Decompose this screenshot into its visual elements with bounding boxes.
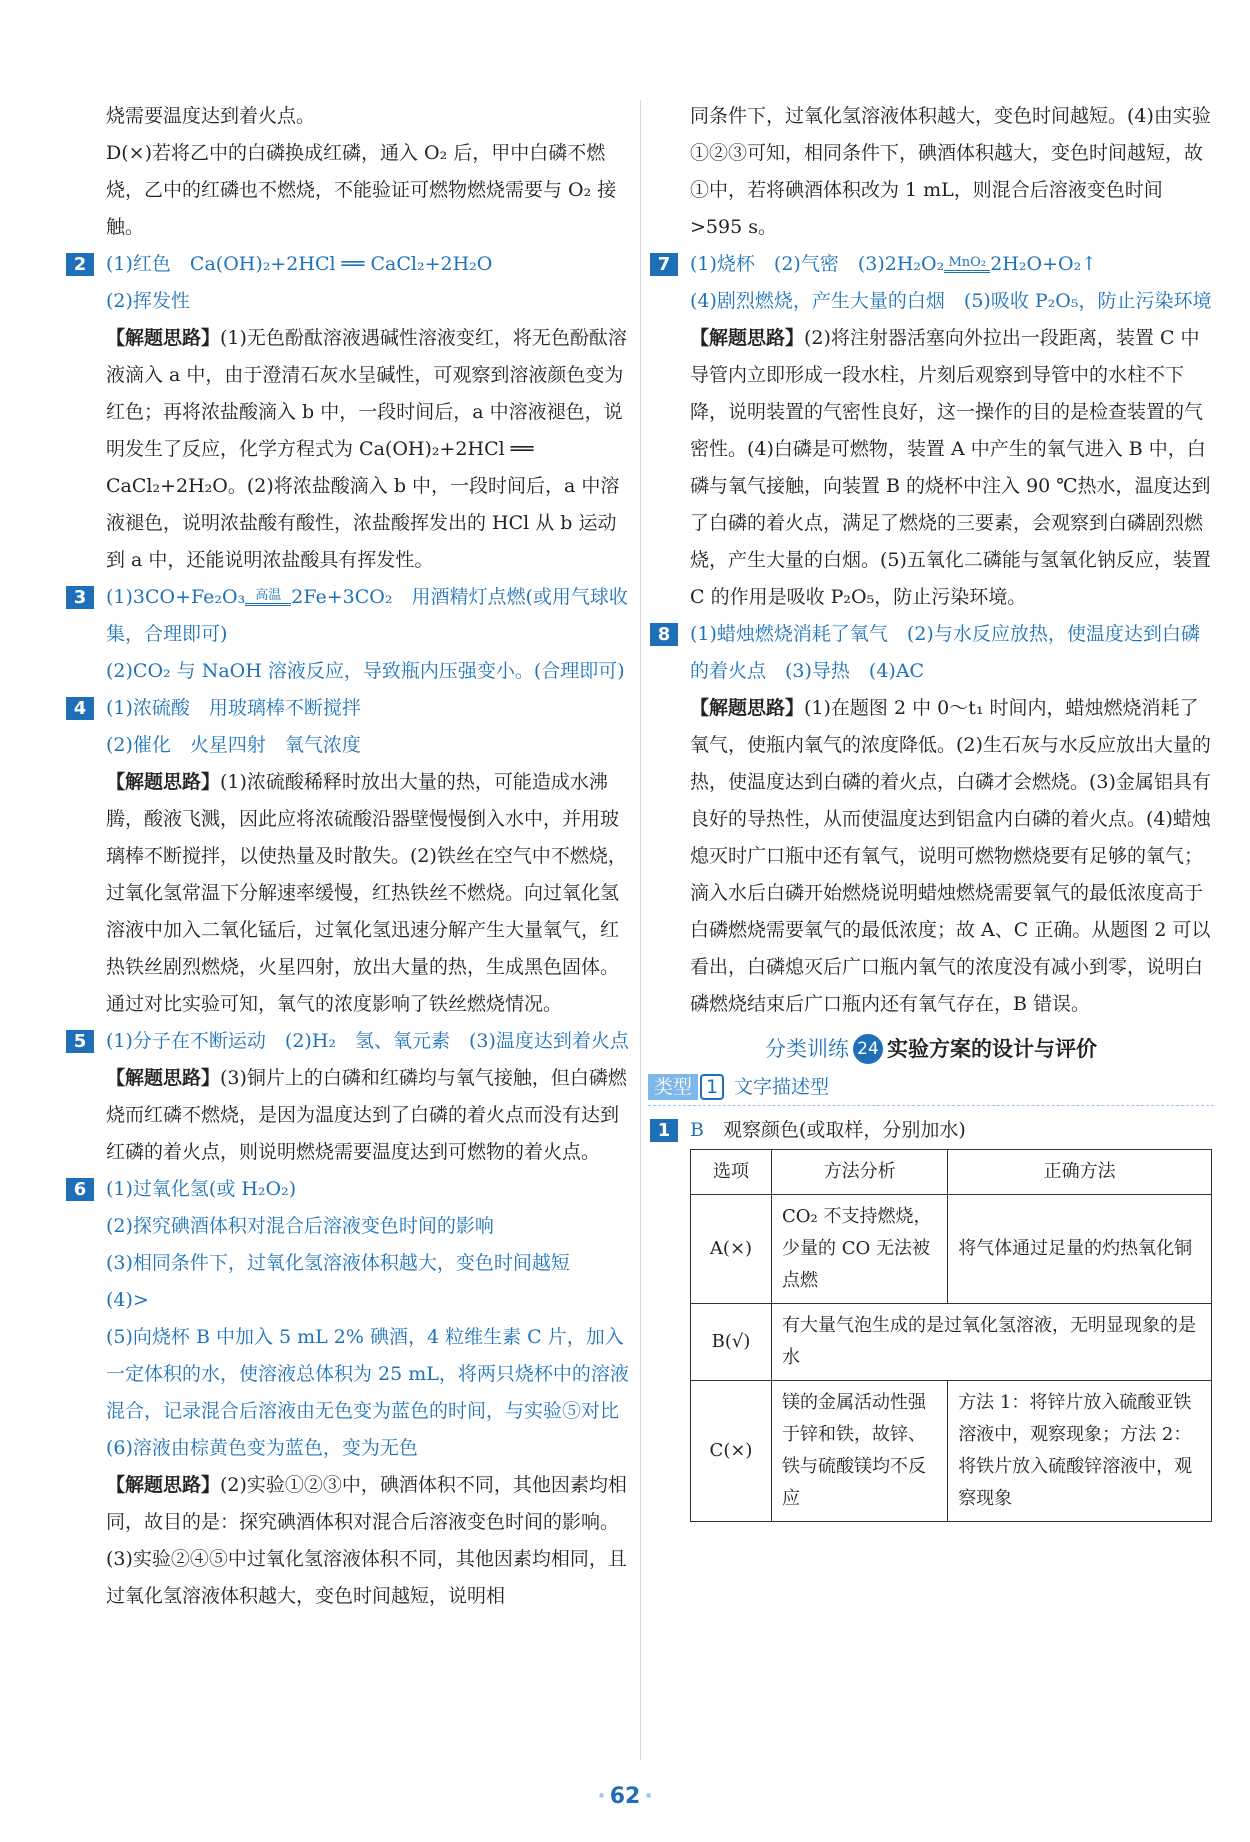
answer-line [64, 579, 632, 653]
equation-right: 2Fe+3CO₂ 用酒精灯点燃(或用气球收集，合理即可) [106, 586, 628, 645]
question-6 [64, 1171, 632, 1615]
reaction-condition [245, 589, 291, 616]
answer-line: (4)剧烈燃烧，产生大量的白烟 (5)吸收 P₂O₅，防止污染环境 [690, 290, 1212, 312]
explanation-text: (2)实验①②③中，碘酒体积不同，其他因素均相同，故目的是：探究碘酒体积对混合后溶液变色时间的影响。(3)实验②④⑤中过氧化氢溶液体积不同，其他因素均相同，且过氧化氢溶液体积越大，变色时间越短，说明相 [106, 1474, 627, 1607]
question-number: 4 [66, 697, 94, 720]
answer-line: (1)分子在不断运动 (2)H₂ 氢、氧元素 (3)温度达到着火点 [106, 1030, 629, 1052]
page-footer [0, 1784, 1250, 1809]
question-number: 7 [650, 253, 678, 276]
question-number: 5 [66, 1030, 94, 1053]
answer-line: (2)挥发性 [106, 290, 190, 312]
page-number: 62 [609, 1784, 641, 1809]
table-row [691, 1381, 1212, 1522]
reaction-condition [944, 256, 990, 283]
table-cell-analysis: CO₂ 不支持燃烧，少量的 CO 无法被点燃 [772, 1195, 948, 1304]
answer-line: (6)溶液由棕黄色变为蓝色，变为无色 [106, 1437, 418, 1459]
condition-text: 高温 [255, 588, 282, 603]
explanation-text: (1)浓硫酸稀释时放出大量的热，可能造成水沸腾，酸液飞溅，因此应将浓硫酸沿器壁慢慢倒入水中，并用玻璃棒不断搅拌，以使热量及时散失。(2)铁丝在空气中不燃烧，过氧化氢常温下分解速率缓慢，红热铁丝不燃烧。向过氧化氢溶液中加入二氧化锰后，过氧化氢迅速分解产生大量氧气，红热铁丝剧烈燃烧，火星四射，放出大量的热，生成黑色固体。通过对比实验可知，氧气的浓度影响了铁丝燃烧情况。 [106, 771, 627, 1015]
table-header: 正确方法 [948, 1150, 1212, 1195]
answer-line: (1)蜡烛燃烧消耗了氧气 (2)与水反应放热，使温度达到白磷的着火点 (3)导热 (4)AC [690, 623, 1200, 682]
answer-letter: B [690, 1119, 704, 1141]
explanation-label: 【解题思路】 [690, 327, 805, 349]
explanation-label: 【解题思路】 [106, 1474, 221, 1496]
explanation-text: (3)铜片上的白磷和红磷均与氧气接触，但白磷燃烧而红磷不燃烧，是因为温度达到了白磷的着火点而没有达到红磷的着火点，则说明燃烧需要温度达到可燃物的着火点。 [106, 1067, 627, 1163]
answer-line: (1)红色 Ca(OH)₂+2HCl ══ CaCl₂+2H₂O [106, 253, 493, 275]
answer-line [648, 246, 1214, 283]
table-header: 选项 [691, 1150, 772, 1195]
question-number: 3 [66, 586, 94, 609]
answer-line: (5)向烧杯 B 中加入 5 mL 2% 碘酒，4 粒维生素 C 片，加入一定体积的水，使溶液总体积为 25 mL，将两只烧杯中的溶液混合，记录混合后溶液由无色变为蓝色的时间，与实验⑤对比 [106, 1326, 629, 1422]
answer-line: (2)催化 火星四射 氧气浓度 [106, 734, 361, 756]
type-name: 文字描述型 [734, 1076, 830, 1098]
type-heading [648, 1069, 1214, 1106]
table-cell-option: A(×) [691, 1195, 772, 1304]
question-3 [64, 579, 632, 690]
answer-line: (2)CO₂ 与 NaOH 溶液反应，导致瓶内压强变小。(合理即可) [106, 660, 625, 682]
section-title: 实验方案的设计与评价 [887, 1037, 1097, 1061]
table-header: 方法分析 [772, 1150, 948, 1195]
explanation-text: (1)无色酚酞溶液遇碱性溶液变红，将无色酚酞溶液滴入 a 中，由于澄清石灰水呈碱性，可观察到溶液颜色变为红色；再将浓盐酸滴入 b 中，一段时间后，a 中溶液褪色，说明发生了反应，化学方程式为 Ca(OH)₂+2HCl ══ CaCl₂+2H₂O。(2)将浓盐酸滴入 b 中，一段时间后，a 中溶液褪色，说明浓盐酸有酸性，浓盐酸挥发出的 HCl 从 b 运动到 a 中，还能说明浓盐酸具有挥发性。 [106, 327, 627, 571]
question-number: 1 [650, 1119, 678, 1142]
explanation-label: 【解题思路】 [106, 1067, 221, 1089]
answer-line: (2)探究碘酒体积对混合后溶液变色时间的影响 [106, 1215, 494, 1237]
question-number: 2 [66, 253, 94, 276]
explanation-text: (1)在题图 2 中 0～t₁ 时间内，蜡烛燃烧消耗了氧气，使瓶内氧气的浓度降低。(2)生石灰与水反应放出大量的热，使温度达到白磷的着火点，白磷才会燃烧。(3)金属铝具有良好的导热性，从而使温度达到铝盒内白磷的着火点。(4)蜡烛熄灭时广口瓶中还有氧气，说明可燃物燃烧要有足够的氧气；滴入水后白磷开始燃烧说明蜡烛燃烧需要氧气的最低浓度高于白磷燃烧需要氧气的最低浓度；故 A、C 正确。从题图 2 可以看出，白磷熄灭后广口瓶内氧气的浓度没有减小到零，说明白磷燃烧结束后广口瓶内还有氧气存在，B 错误。 [690, 697, 1211, 1015]
question-2 [64, 246, 632, 579]
section-number-badge: 24 [853, 1034, 883, 1064]
section-heading [648, 1029, 1214, 1069]
footer-dot: · [644, 1784, 653, 1809]
equation-right: 2H₂O+O₂↑ [990, 253, 1098, 275]
table-cell-method: 方法 1：将锌片放入硫酸亚铁溶液中，观察现象；方法 2：将铁片放入硫酸锌溶液中，观察现象 [948, 1381, 1212, 1522]
section-prefix: 分类训练 [765, 1037, 849, 1061]
explanation-label: 【解题思路】 [106, 327, 221, 349]
question-number: 6 [66, 1178, 94, 1201]
answer-note: 观察颜色(或取样，分别加水) [722, 1119, 966, 1141]
explanation-label: 【解题思路】 [106, 771, 221, 793]
question-4 [64, 690, 632, 1023]
table-cell-option: C(×) [691, 1381, 772, 1522]
question-7 [648, 246, 1214, 616]
paragraph: 同条件下，过氧化氢溶液体积越大，变色时间越短。(4)由实验①②③可知，相同条件下，碘酒体积越大，变色时间越短，故①中，若将碘酒体积改为 1 mL，则混合后溶液变色时间 >595 s。 [690, 105, 1211, 238]
equation-left: (1)烧杯 (2)气密 (3)2H₂O₂ [690, 253, 945, 275]
column-divider [640, 100, 641, 1760]
equals-bar [245, 603, 291, 606]
equation-left: (1)3CO+Fe₂O₃ [106, 586, 246, 608]
right-column [648, 98, 1214, 1522]
question-5 [64, 1023, 632, 1171]
table-cell-analysis: 镁的金属活动性强于锌和铁，故锌、铁与硫酸镁均不反应 [772, 1381, 948, 1522]
equals-bar [944, 270, 990, 273]
table-header-row [691, 1150, 1212, 1195]
table-cell-analysis: 有大量气泡生成的是过氧化氢溶液，无明显现象的是水 [772, 1304, 1212, 1381]
paragraph: D(×)若将乙中的白磷换成红磷，通入 O₂ 后，甲中白磷不燃烧，乙中的红磷也不燃烧，不能验证可燃物燃烧需要与 O₂ 接触。 [106, 142, 617, 238]
type-tag: 类型 [648, 1074, 698, 1100]
paragraph: 烧需要温度达到着火点。 [106, 105, 316, 127]
question-8 [648, 616, 1214, 1023]
answer-line: (1)过氧化氢(或 H₂O₂) [106, 1178, 297, 1200]
question-number: 8 [650, 623, 678, 646]
footer-dot: · [597, 1784, 606, 1809]
answer-line: (3)相同条件下，过氧化氢溶液体积越大，变色时间越短 [106, 1252, 570, 1274]
table-row [691, 1195, 1212, 1304]
table-cell-option: B(√) [691, 1304, 772, 1381]
type-number: 1 [700, 1074, 724, 1100]
explanation-label: 【解题思路】 [690, 697, 805, 719]
answer-line: (4)> [106, 1289, 149, 1311]
answer-line: (1)浓硫酸 用玻璃棒不断搅拌 [106, 697, 361, 719]
table-cell-method: 将气体通过足量的灼热氧化铜 [948, 1195, 1212, 1304]
table-row [691, 1304, 1212, 1381]
left-column [64, 98, 632, 1615]
condition-text: MnO₂ [948, 255, 986, 270]
question-1 [648, 1112, 1214, 1149]
explanation-text: (2)将注射器活塞向外拉出一段距离，装置 C 中导管内立即形成一段水柱，片刻后观察到导管中的水柱不下降，说明装置的气密性良好，这一操作的目的是检查装置的气密性。(4)白磷是可燃物，装置 A 中产生的氧气进入 B 中，白磷与氧气接触，向装置 B 的烧杯中注入 90 ℃热水，温度达到了白磷的着火点，满足了燃烧的三要素，会观察到白磷剧烈燃烧，产生大量的白烟。(5)五氧化二磷能与氢氧化钠反应，装置 C 的作用是吸收 P₂O₅，防止污染环境。 [690, 327, 1211, 608]
comparison-table [690, 1149, 1212, 1522]
